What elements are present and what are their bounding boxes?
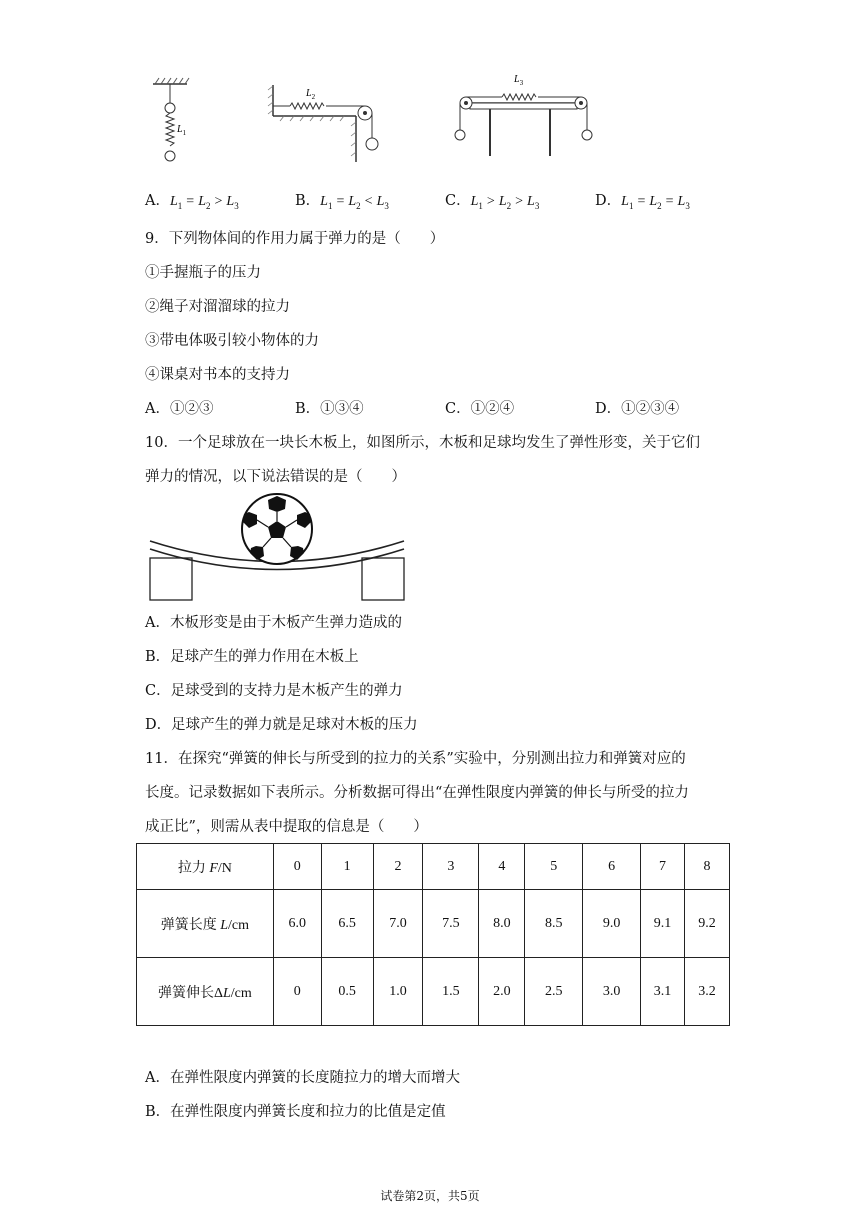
table-cell: 8.0 [479, 890, 525, 958]
q11-stem-line2: 长度。记录数据如下表所示。分析数据可得出“在弹性限度内弹簧的伸长与所受的拉力 [145, 785, 689, 801]
q9-item-2: ②绳子对溜溜球的拉力 [145, 299, 290, 315]
table-row-force [137, 844, 730, 890]
table-cell: 1.0 [373, 958, 423, 1026]
q8-option-b: B．$L_1 = L_2 < L_3$ [295, 193, 389, 211]
table-cell: 7 [641, 844, 685, 890]
q9-item-4: ④课桌对书本的支持力 [145, 367, 290, 383]
table-row-extension [137, 958, 730, 1026]
table-cell: 2.5 [525, 958, 583, 1026]
q10-option-b: B．足球产生的弹力作用在木板上 [145, 649, 359, 665]
table-cell: 5 [525, 844, 583, 890]
diagram-table-two-pulleys [455, 74, 592, 156]
table-cell: 6 [583, 844, 641, 890]
table-row-length [137, 890, 730, 958]
q8-option-a: A．$L_1 = L_2 > L_3$ [145, 193, 239, 211]
table-cell: 7.0 [373, 890, 423, 958]
spring-data-table [136, 843, 730, 1026]
q10-option-a: A．木板形变是由于木板产生弹力造成的 [145, 615, 402, 631]
spring-diagrams [140, 70, 600, 170]
football-on-board-figure [140, 490, 420, 605]
q9-option-c: C．①②④ [445, 401, 515, 417]
q10-option-d: D．足球产生的弹力就是足球对木板的压力 [145, 717, 418, 733]
table-cell: 1.5 [423, 958, 479, 1026]
table-cell: 0 [273, 958, 321, 1026]
q8-option-d: D．$L_1 = L_2 = L_3$ [595, 193, 690, 211]
right-support-block [362, 558, 404, 600]
football-icon [242, 494, 312, 564]
q10-option-c: C．足球受到的支持力是木板产生的弹力 [145, 683, 403, 699]
page-footer: 试卷第2页，共5页 [380, 1189, 480, 1203]
table-cell: 9.2 [684, 890, 729, 958]
label-l2: $L_2$ [306, 88, 316, 101]
table-cell: 3.0 [583, 958, 641, 1026]
label-l3: $L_3$ [514, 74, 524, 87]
table-cell: 1 [321, 844, 373, 890]
row-header-force: 拉力 F/N [137, 844, 274, 890]
left-support-block [150, 558, 192, 600]
q9-item-1: ①手握瓶子的压力 [145, 265, 261, 281]
table-cell: 3 [423, 844, 479, 890]
q10-stem-line1: 10．一个足球放在一块长木板上，如图所示，木板和足球均发生了弹性形变，关于它们 [145, 435, 700, 451]
q11-option-b: B．在弹性限度内弹簧长度和拉力的比值是定值 [145, 1104, 446, 1120]
diagram-wall-pulley [268, 85, 378, 162]
table-cell: 3.1 [641, 958, 685, 1026]
table-cell: 8 [684, 844, 729, 890]
table-cell: 9.1 [641, 890, 685, 958]
row-header-extension: 弹簧伸长ΔL/cm [137, 958, 274, 1026]
q9-option-b: B．①③④ [295, 401, 364, 417]
q11-stem-line1: 11．在探究“弹簧的伸长与所受到的拉力的关系”实验中，分别测出拉力和弹簧对应的 [145, 751, 686, 767]
q9-option-d: D．①②③④ [595, 401, 680, 417]
q9-stem: 9．下列物体间的作用力属于弹力的是（ ） [145, 231, 445, 247]
table-cell: 4 [479, 844, 525, 890]
table-cell: 3.2 [684, 958, 729, 1026]
label-l1: $L_1$ [177, 124, 187, 137]
table-cell: 8.5 [525, 890, 583, 958]
table-cell: 0 [273, 844, 321, 890]
table-cell: 0.5 [321, 958, 373, 1026]
q9-option-a: A．①②③ [145, 401, 214, 417]
diagram-hanging-spring [153, 78, 189, 161]
q11-option-a: A．在弹性限度内弹簧的长度随拉力的增大而增大 [145, 1070, 460, 1086]
q11-stem-line3: 成正比”，则需从表中提取的信息是（ ） [145, 819, 428, 835]
q8-option-c: C．$L_1 > L_2 > L_3$ [445, 193, 540, 211]
table-cell: 6.5 [321, 890, 373, 958]
row-header-length: 弹簧长度 L/cm [137, 890, 274, 958]
q9-item-3: ③带电体吸引较小物体的力 [145, 333, 319, 349]
table-cell: 9.0 [583, 890, 641, 958]
table-cell: 7.5 [423, 890, 479, 958]
table-cell: 2 [373, 844, 423, 890]
table-cell: 6.0 [273, 890, 321, 958]
table-cell: 2.0 [479, 958, 525, 1026]
q10-stem-line2: 弹力的情况，以下说法错误的是（ ） [145, 469, 406, 485]
